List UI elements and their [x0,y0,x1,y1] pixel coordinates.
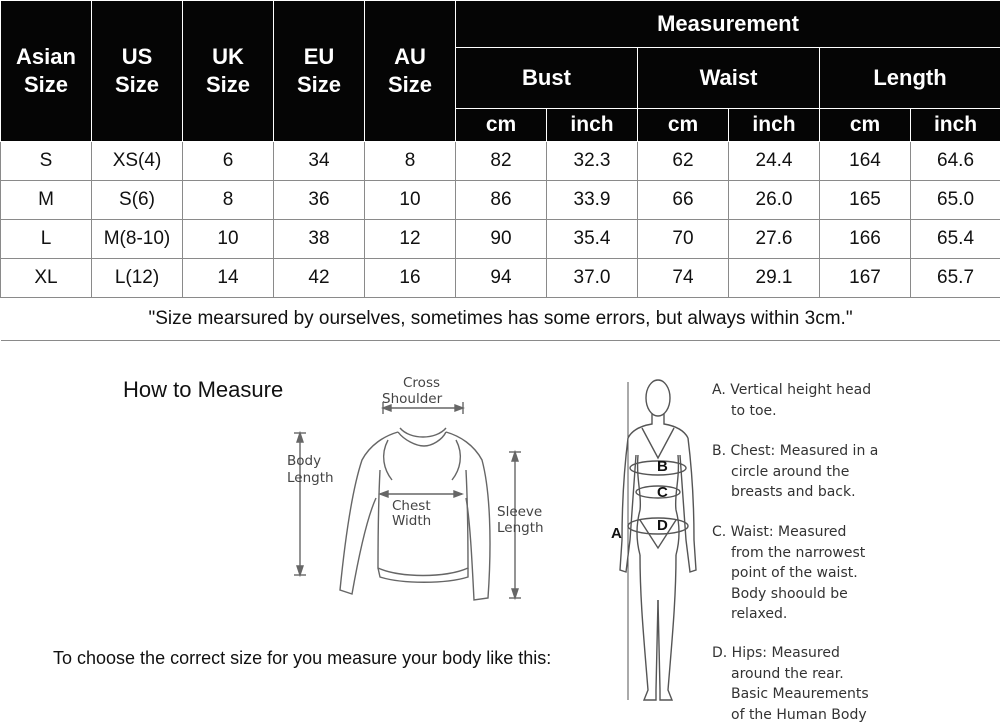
note-c: C. Waist: Measured from the narrowest point of the waist. Body shoould be relaxed. [712,524,866,622]
label-shoulder: Shoulder [382,391,443,407]
cell-waist-cm: 70 [638,220,729,259]
cell-bust-inch: 35.4 [547,220,638,259]
cell-length-cm: 165 [820,181,911,220]
cell-asian: XL [1,259,92,298]
label-chest: Chest [392,498,431,514]
header-bust: Bust [456,48,638,109]
size-chart-table [0,0,1000,341]
cell-uk: 8 [183,181,274,220]
cell-waist-inch: 24.4 [729,142,820,181]
cell-eu: 36 [274,181,365,220]
cell-uk: 6 [183,142,274,181]
cell-length-cm: 166 [820,220,911,259]
header-length-cm: cm [820,109,911,142]
table-row [1,181,1000,220]
cell-us: XS(4) [92,142,183,181]
cell-eu: 34 [274,142,365,181]
label-width: Width [392,513,432,529]
header-eu-size: EU Size [274,1,365,142]
cell-au: 12 [365,220,456,259]
note-a: A. Vertical height head to toe. [712,382,872,419]
label-sleeve-length: Length [497,520,544,536]
cell-bust-cm: 90 [456,220,547,259]
header-waist-inch: inch [729,109,820,142]
header-asian-size: Asian Size [1,1,92,142]
header-length: Length [820,48,1000,109]
header-us-size: US Size [92,1,183,142]
cell-us: M(8-10) [92,220,183,259]
cell-au: 10 [365,181,456,220]
header-uk-size: UK Size [183,1,274,142]
header-bust-inch: inch [547,109,638,142]
table-row [1,259,1000,298]
cell-asian: M [1,181,92,220]
cell-waist-inch: 26.0 [729,181,820,220]
cell-length-inch: 65.7 [911,259,1000,298]
cell-bust-cm: 86 [456,181,547,220]
note-b: B. Chest: Measured in a circle around the breasts and back. [712,443,879,500]
body-letter-b: B [657,458,668,475]
label-cross: Cross [403,375,441,391]
cell-length-cm: 164 [820,142,911,181]
cell-waist-cm: 66 [638,181,729,220]
how-to-measure-title: How to Measure [123,377,284,402]
cell-asian: S [1,142,92,181]
header-au-size: AU Size [365,1,456,142]
cell-waist-inch: 27.6 [729,220,820,259]
label-body-length: Length [287,470,334,486]
cell-eu: 38 [274,220,365,259]
label-sleeve: Sleeve [497,504,543,520]
header-bust-cm: cm [456,109,547,142]
cell-us: L(12) [92,259,183,298]
cell-bust-inch: 32.3 [547,142,638,181]
cell-length-cm: 167 [820,259,911,298]
header-waist: Waist [638,48,820,109]
cell-us: S(6) [92,181,183,220]
cell-eu: 42 [274,259,365,298]
header-measurement: Measurement [456,1,1000,48]
cell-uk: 10 [183,220,274,259]
body-letter-d: D [657,517,668,534]
cell-length-inch: 64.6 [911,142,1000,181]
header-waist-cm: cm [638,109,729,142]
cell-au: 16 [365,259,456,298]
cell-length-inch: 65.0 [911,181,1000,220]
cell-length-inch: 65.4 [911,220,1000,259]
measurement-note: "Size mearsured by ourselves, sometimes has some errors, but always within 3cm." [1,298,1000,341]
measure-instruction: To choose the correct size for you measure your body like this: [53,648,552,668]
cell-waist-inch: 29.1 [729,259,820,298]
header-length-inch: inch [911,109,1000,142]
cell-waist-cm: 74 [638,259,729,298]
cell-asian: L [1,220,92,259]
body-letter-c: C [657,484,668,501]
cell-waist-cm: 62 [638,142,729,181]
cell-bust-inch: 33.9 [547,181,638,220]
cell-bust-inch: 37.0 [547,259,638,298]
table-row [1,220,1000,259]
body-letter-a: A [611,525,622,542]
cell-au: 8 [365,142,456,181]
body-figure [620,380,696,700]
note-d: D. Hips: Measured around the rear. Basic Meaurements of the Human Body [712,645,869,723]
cell-uk: 14 [183,259,274,298]
cell-bust-cm: 82 [456,142,547,181]
label-body: Body [287,453,322,469]
table-row [1,142,1000,181]
cell-bust-cm: 94 [456,259,547,298]
